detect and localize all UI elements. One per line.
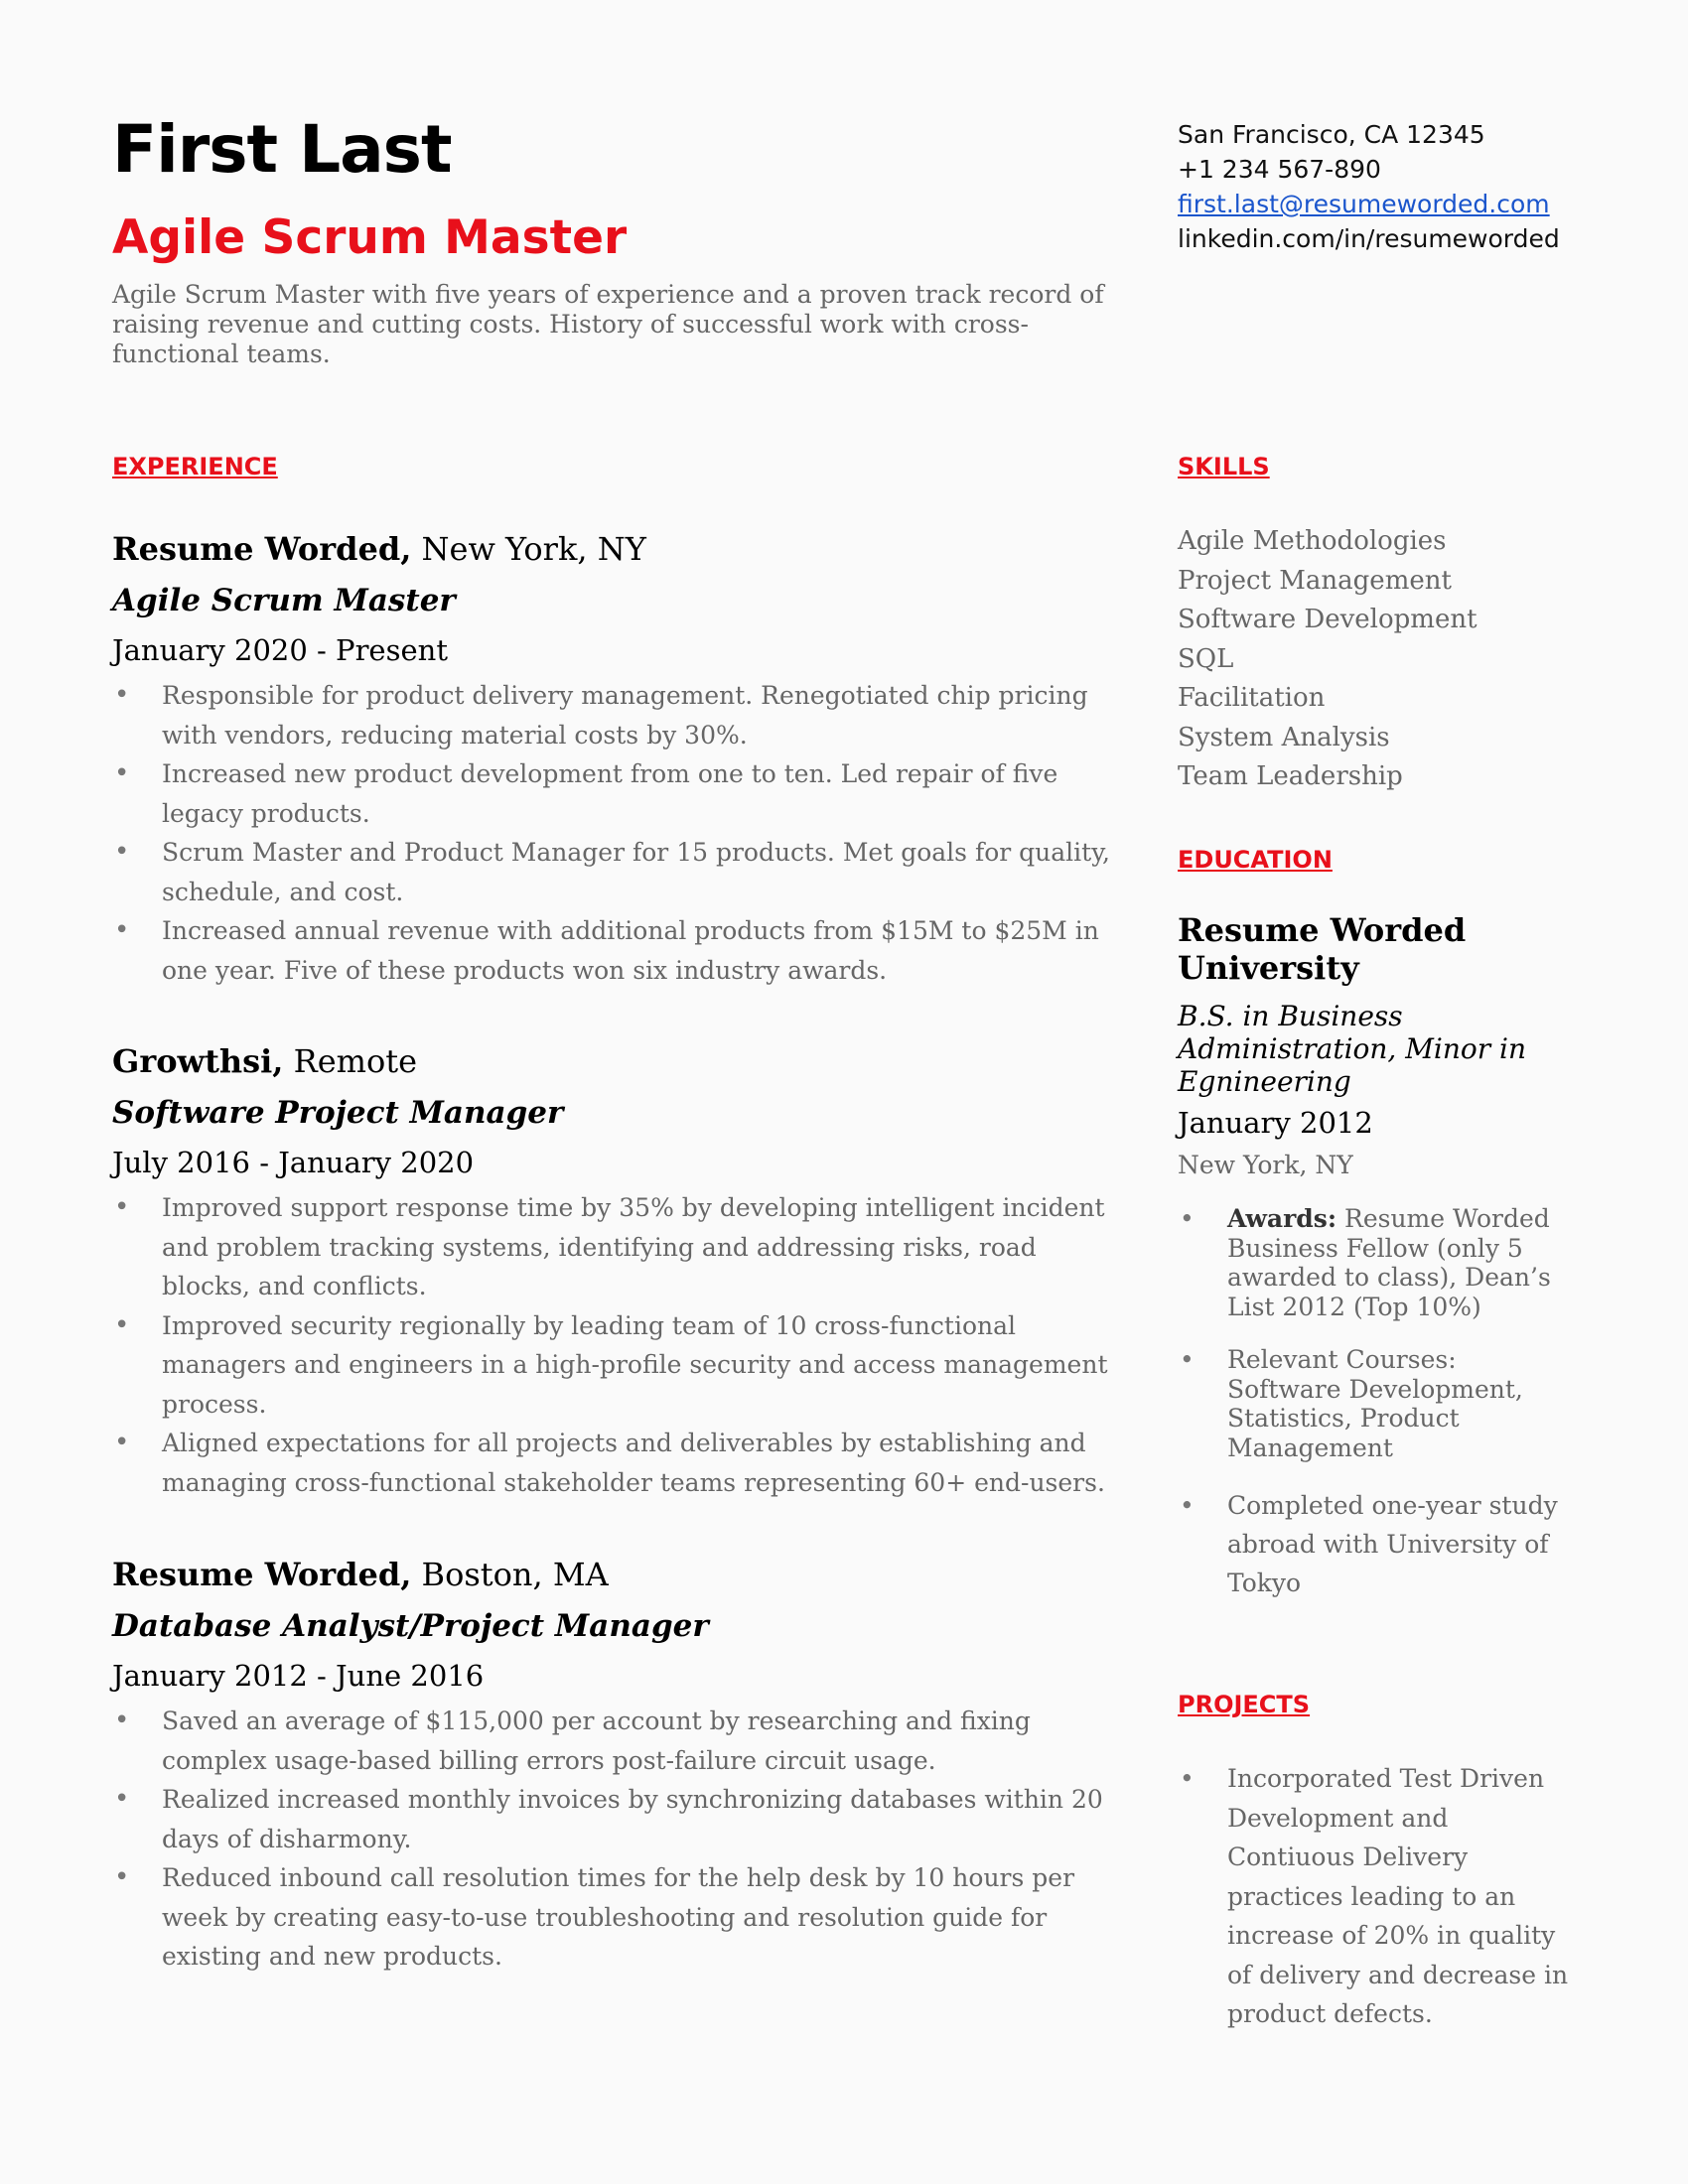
- job-entry: [112, 1041, 1115, 1502]
- job-entry: [112, 529, 1115, 990]
- skill-item: System Analysis: [1178, 722, 1390, 752]
- job-bullet: • Responsible for product delivery management. Renegotiated chip pricing with vendors, reducing material costs by 30%.: [112, 676, 1115, 754]
- job-dates: January 2020 - Present: [112, 633, 448, 667]
- skill-item: Software Development: [1178, 605, 1477, 634]
- summary: Agile Scrum Master with five years of experience and a proven track record of raising revenue and cutting costs. History of successful work with cross-functional teams.: [112, 280, 1104, 368]
- experience-heading: EXPERIENCE: [112, 453, 278, 480]
- job-bullets: [112, 1702, 1115, 1977]
- awards-label: Awards:: [1227, 1204, 1337, 1233]
- education-awards: [1178, 1204, 1575, 1321]
- candidate-name: First Last: [112, 111, 452, 188]
- job-company-line: [112, 529, 1115, 569]
- education-date: January 2012: [1178, 1106, 1373, 1140]
- job-location: Boston, MA: [411, 1556, 609, 1593]
- skill-item: Team Leadership: [1178, 761, 1403, 791]
- education-heading: EDUCATION: [1178, 846, 1333, 874]
- job-bullets: [112, 676, 1115, 990]
- education-degree: B.S. in Business Administration, Minor in Egnineering: [1178, 1000, 1527, 1098]
- skill-item: Project Management: [1178, 565, 1452, 596]
- job-bullet: • Aligned expectations for all projects and deliverables by establishing and managing cross-functional stakeholder teams representing 60+ end-users.: [112, 1424, 1115, 1502]
- contact-block: [1178, 117, 1560, 256]
- job-location: New York, NY: [411, 530, 646, 568]
- job-bullet: • Improved support response time by 35% by developing intelligent incident and problem tracking systems, identifying and addressing risks, road blocks, and conflicts.: [112, 1188, 1115, 1306]
- education-block: [1178, 911, 1575, 1626]
- skill-item: SQL: [1178, 643, 1234, 674]
- job-title: Agile Scrum Master: [112, 583, 456, 618]
- skill-item: Facilitation: [1178, 683, 1326, 713]
- education-abroad: • Completed one-year study abroad with University of Tokyo: [1178, 1486, 1575, 1602]
- job-bullet: • Realized increased monthly invoices by synchronizing databases within 20 days of disharmony.: [112, 1780, 1115, 1858]
- projects-heading: PROJECTS: [1178, 1691, 1311, 1718]
- job-bullet: • Saved an average of $115,000 per account by researching and fixing complex usage-based billing errors post-failure circuit usage.: [112, 1702, 1115, 1780]
- job-bullet: • Increased annual revenue with additional products from $15M to $25M in one year. Five of these products won six industry awards.: [112, 911, 1115, 990]
- education-location: New York, NY: [1178, 1151, 1353, 1179]
- job-bullet: • Increased new product development from one to ten. Led repair of five legacy products.: [112, 754, 1115, 833]
- awards-text: Resume Worded Business Fellow (only 5 awarded to class), Dean’s List 2012 (Top 10%): [1227, 1204, 1551, 1321]
- job-company-line: [112, 1555, 1115, 1594]
- job-bullets: [112, 1188, 1115, 1502]
- skill-item: Agile Methodologies: [1178, 526, 1447, 556]
- job-location: Remote: [283, 1042, 418, 1080]
- job-company: Resume Worded,: [112, 1556, 412, 1593]
- job-dates: July 2016 - January 2020: [112, 1146, 475, 1179]
- skills-list: [1178, 522, 1477, 797]
- job-entry: [112, 1555, 1115, 1977]
- job-title: Database Analyst/Project Manager: [112, 1608, 709, 1644]
- job-company-line: [112, 1041, 1115, 1081]
- skills-heading: SKILLS: [1178, 453, 1270, 480]
- job-bullet: • Reduced inbound call resolution times for the help desk by 10 hours per week by creating easy-to-use troubleshooting and resolution guide for existing and new products.: [112, 1858, 1115, 1977]
- contact-email-link[interactable]: first.last@resumeworded.com: [1178, 190, 1550, 218]
- job-company: Resume Worded,: [112, 530, 412, 568]
- contact-phone: +1 234 567-890: [1178, 155, 1381, 184]
- job-company: Growthsi,: [112, 1042, 284, 1080]
- contact-linkedin: linkedin.com/in/resumeworded: [1178, 224, 1560, 253]
- education-bullets: [1178, 1204, 1575, 1602]
- education-school: Resume Worded University: [1178, 911, 1467, 987]
- contact-location: San Francisco, CA 12345: [1178, 120, 1485, 149]
- projects-list: [1178, 1759, 1575, 2034]
- project-item: • Incorporated Test Driven Development and Contiuous Delivery practices leading to an increase of 20% in quality of delivery and decrease in product defects.: [1178, 1759, 1575, 2034]
- job-dates: January 2012 - June 2016: [112, 1659, 485, 1693]
- job-bullet: • Scrum Master and Product Manager for 15 products. Met goals for quality, schedule, and cost.: [112, 833, 1115, 911]
- job-bullet: • Improved security regionally by leading team of 10 cross-functional managers and engineers in a high-profile security and access management process.: [112, 1306, 1115, 1425]
- candidate-role: Agile Scrum Master: [112, 210, 628, 265]
- education-courses: • Relevant Courses: Software Development, Statistics, Product Management: [1178, 1345, 1575, 1462]
- job-title: Software Project Manager: [112, 1095, 564, 1131]
